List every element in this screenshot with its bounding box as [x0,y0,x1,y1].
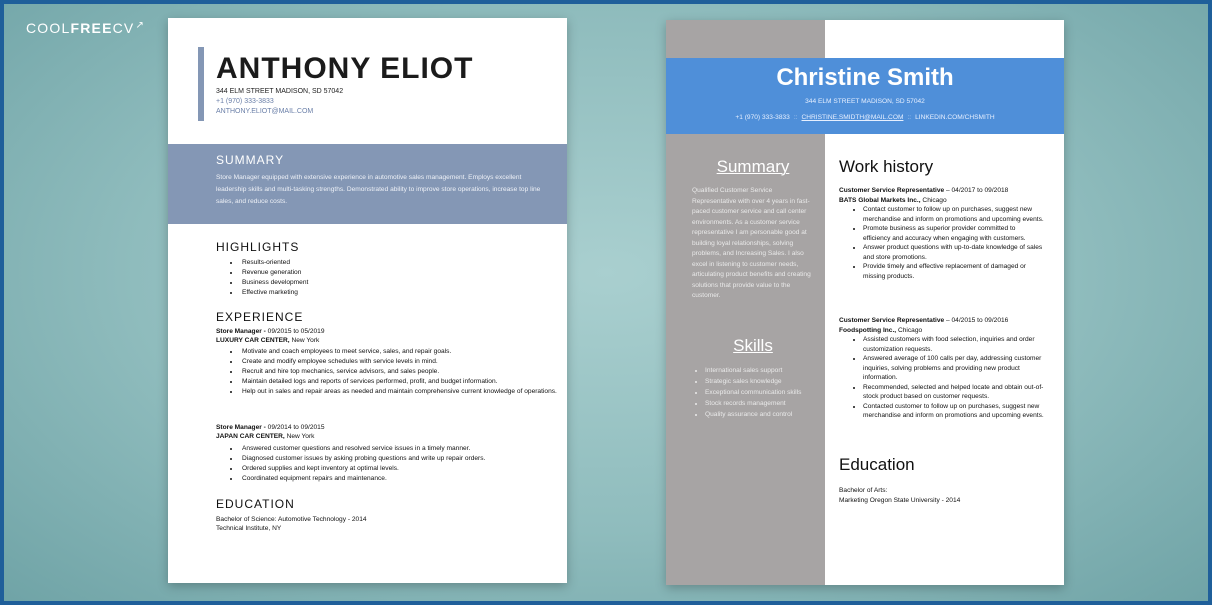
job-dates: – 04/2017 to 09/2018 [944,187,1009,194]
list-item: • Motivate and coach employees to meet service, sales, and repair goals. [240,347,558,357]
summary-text: Store Manager equipped with extensive experience in automotive sales management. Employs excellent leadership skills and multi-tasking strengths. Demonstrated ability to improve store operations, increase top line sales, and reduce costs. [216,174,541,205]
list-item: • Answered average of 100 calls per day, addressing customer inquiries, solving problems and providing new product information. [863,354,1044,383]
job-company: Foodspotting Inc., [839,326,897,334]
logo-text-bold: FREE [70,20,113,36]
separator: :: [907,114,912,121]
job-dates: 09/2015 to 05/2019 [265,328,325,335]
resume-christine-smith [666,20,1064,585]
list-item: • Ordered supplies and kept inventory at optimal levels. [240,464,558,474]
job-title: Customer Service Representative [839,187,945,194]
resume-address: 344 ELM STREET MADISON, SD 57042 [216,88,344,95]
job-company: JAPAN CAR CENTER, [216,433,285,440]
list-item: • Diagnosed customer issues by asking probing questions and write up repair orders. [240,454,558,464]
list-item: • Maintain detailed logs and reports of services performed, profit, and budget information. [240,377,558,387]
list-item: • Coordinated equipment repairs and maintenance. [240,474,558,484]
job-entry [839,316,1044,421]
separator: :: [793,114,798,121]
resume-address: 344 ELM STREET MADISON, SD 57042 [805,98,925,105]
list-item: • Contact customer to follow up on purchases, suggest new merchandise and inform on promotions and upcoming events. [863,205,1044,224]
resume-email: CHRISTINE.SMIDTH@MAIL.COM [801,114,904,121]
summary-heading: Summary [716,157,790,176]
list-item: • Answered customer questions and resolved service issues in a timely manner. [240,444,558,454]
job-entry [216,423,325,441]
job-title: Customer Service Representative [839,317,945,324]
education-school: Marketing Oregon State University - 2014 [839,497,961,504]
highlights-list [228,258,308,298]
job-duties-list [839,205,1044,281]
job-entry [839,186,1044,281]
resume-phone: +1 (970) 333-3833 [735,114,790,121]
job-title: Store Manager - [216,424,266,431]
logo-text-light: COOL [26,20,71,36]
work-history-heading: Work history [839,157,934,176]
job-location: Chicago [920,196,947,204]
summary-section [168,144,567,224]
resume-email: ANTHONY.ELIOT@MAIL.COM [216,108,314,115]
summary-text: Qualified Customer Service Representative with over 4 years in fast-paced customer service and call center environments. As a customer service representative I am personable good at building loyal relationships, solving problems, and Increasing Sales. I also excel in listening to customer needs, articulating product benefits and creating solutions that provide value to the customer. [692,187,811,299]
job-entry [216,327,325,345]
job-duties-list [228,347,558,397]
job-duties-list [228,444,558,484]
list-item: • Business development [240,278,308,288]
list-item: • Stock records management [705,398,801,409]
education-degree: Bachelor of Science: Automotive Technology - 2014 [216,516,367,523]
highlights-heading: HIGHLIGHTS [216,240,300,254]
education-heading: EDUCATION [216,497,295,511]
job-location: Chicago [896,326,923,334]
list-item: • Revenue generation [240,268,308,278]
job-duties-list [839,335,1044,421]
education-school: Technical Institute, NY [216,525,282,532]
header-accent-bar [198,47,204,121]
job-dates: 09/2014 to 09/2015 [265,424,325,431]
resume-name: ANTHONY ELIOT [216,52,474,85]
list-item: • Recruit and hire top mechanics, service advisors, and sales people. [240,367,558,377]
job-location: New York [289,337,320,344]
list-item: • Help out in sales and repair areas as needed and maintain comprehensive current knowledge of operations. [240,387,558,397]
list-item: • Promote business as superior provider committed to efficiency and accuracy when engaging with customers. [863,224,1044,243]
education-heading: Education [839,455,915,474]
job-company: BATS Global Markets Inc., [839,196,921,204]
education-details [839,486,960,506]
list-item: • International sales support [705,365,801,376]
list-item: • Answer product questions with up-to-date knowledge of sales and store promotions. [863,243,1044,262]
list-item: • Create and modify employee schedules with service levels in mind. [240,357,558,367]
list-item: • Quality assurance and control [705,409,801,420]
job-dates: – 04/2015 to 09/2016 [944,317,1009,324]
contact-line [666,114,1064,121]
skills-list [692,365,801,420]
list-item: • Exceptional communication skills [705,387,801,398]
brand-logo[interactable] [26,20,145,36]
job-title: Store Manager - [216,328,266,335]
summary-heading: SUMMARY [216,153,285,167]
list-item: • Strategic sales knowledge [705,376,801,387]
resume-phone: +1 (970) 333-3833 [216,98,274,105]
education-degree: Bachelor of Arts: [839,487,888,494]
experience-heading: EXPERIENCE [216,310,304,324]
job-company: LUXURY CAR CENTER, [216,337,290,344]
skills-heading: Skills [733,336,773,355]
logo-arrow-icon: ↗ [135,20,146,31]
resume-anthony-eliot [168,18,567,583]
list-item: • Results-oriented [240,258,308,268]
list-item: • Effective marketing [240,288,308,298]
list-item: • Contacted customer to follow up on purchases, suggest new merchandise and inform on promotions and upcoming events. [863,402,1044,421]
education-details [216,515,367,533]
job-location: New York [284,433,315,440]
list-item: • Recommended, selected and helped locate and obtain out-of-stock product based on customer requests. [863,383,1044,402]
list-item: • Assisted customers with food selection, inquiries and order customization requests. [863,335,1044,354]
logo-text-end: CV [112,20,135,36]
resume-name: Christine Smith [776,64,954,91]
resume-linkedin: LINKEDIN.COM/CHSMITH [915,114,995,121]
list-item: • Provide timely and effective replacement of damaged or missing products. [863,262,1044,281]
